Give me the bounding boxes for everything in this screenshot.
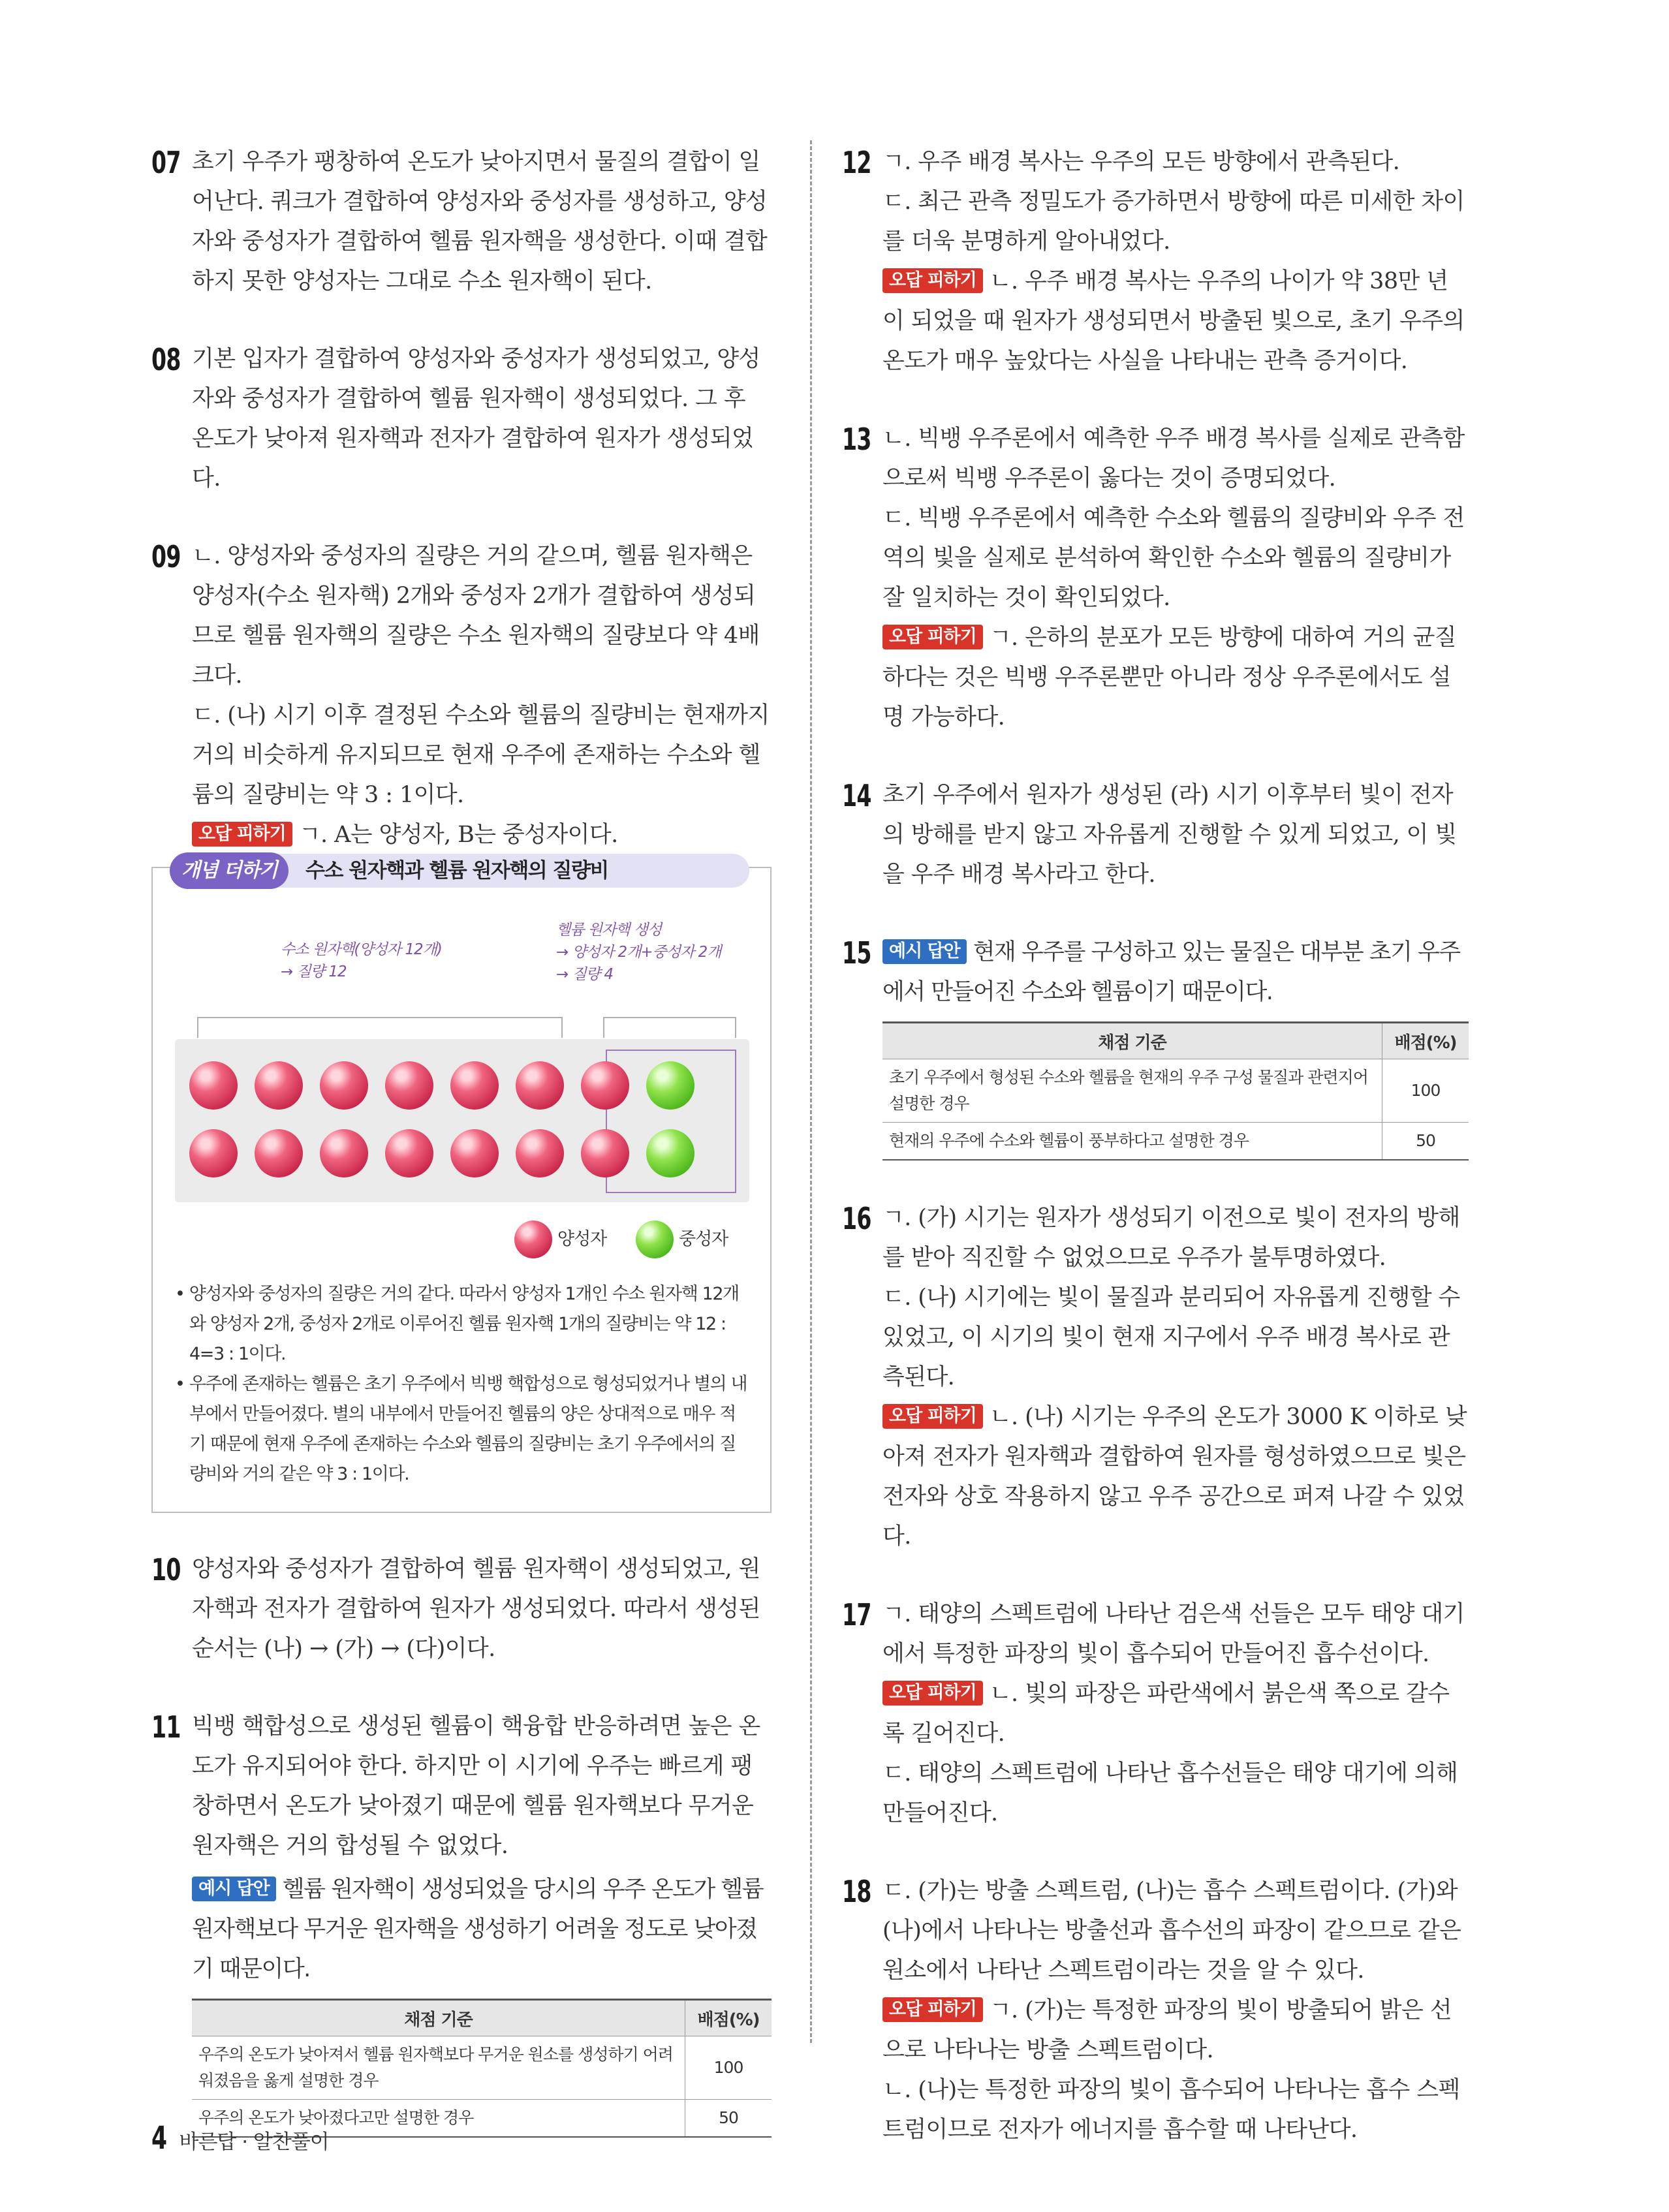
proton-legend-icon (514, 1221, 552, 1258)
helium-note-line: 헬륨 원자핵 생성 (556, 922, 662, 939)
hydrogen-note-line: 수소 원자핵(양성자 12개) (281, 941, 442, 958)
sample-answer (882, 933, 1469, 1012)
proton-ball (450, 1129, 499, 1177)
table-header-row (192, 2000, 772, 2036)
table-row (882, 1059, 1469, 1123)
table-header: 배점(%) (1382, 1023, 1469, 1059)
question-number: 08 (151, 342, 181, 377)
table-cell: 100 (1382, 1059, 1469, 1123)
table-cell: 초기 우주에서 형성된 수소와 헬륨을 현재의 우주 구성 물질과 관련지어 설명한 경우 (882, 1059, 1382, 1123)
proton-ball (516, 1129, 564, 1177)
page-footer (151, 2120, 329, 2157)
question-09 (151, 537, 772, 855)
answer-text: ㄷ. (나) 시기에는 빛이 물질과 분리되어 자유롭게 진행할 수 있었고, 이 시기의 빛이 현재 지구에서 우주 배경 복사로 관측된다. (882, 1285, 1460, 1390)
table-header: 배점(%) (685, 2000, 772, 2036)
answer-text: 빅뱅 핵합성으로 생성된 헬륨이 핵융합 반응하려면 높은 온도가 유지되어야 한다. 하지만 이 시기에 우주는 빠르게 팽창하면서 온도가 낮아졌기 때문에 헬륨 원자핵보다 무거운 원자핵은 거의 합성될 수 없었다. (192, 1713, 760, 1859)
question-number: 18 (842, 1874, 871, 1909)
wrong-answer-tag: 오답 피하기 (882, 1681, 983, 1706)
answer-text: ㄴ. 양성자와 중성자의 질량은 거의 같으며, 헬륨 원자핵은 양성자(수소 원자핵) 2개와 중성자 2개가 결합하여 생성되므로 헬륨 원자핵의 질량은 수소 원자핵의 질량보다 약 4배 크다. (192, 543, 760, 689)
question-11 (151, 1707, 772, 2138)
concept-header (175, 854, 749, 888)
answer-text: 기본 입자가 결합하여 양성자와 중성자가 생성되었고, 양성자와 중성자가 결합하여 헬륨 원자핵이 생성되었다. 그 후 온도가 낮아져 원자핵과 전자가 결합하여 원자가 생성되었다. (192, 346, 760, 491)
footer-title: 바른답 · 알찬풀이 (179, 2130, 329, 2154)
table-row (192, 2036, 772, 2100)
proton-ball (189, 1129, 238, 1177)
question-number: 16 (842, 1201, 871, 1236)
proton-ball (255, 1129, 303, 1177)
wrong-answer-text: ㄱ. A는 양성자, B는 중성자이다. (298, 822, 618, 848)
page-number: 4 (151, 2120, 168, 2157)
wrong-answer-tag: 오답 피하기 (882, 625, 983, 649)
wrong-answer-tag: 오답 피하기 (882, 1404, 983, 1429)
question-number: 11 (151, 1709, 181, 1745)
wrong-answer-tag: 오답 피하기 (882, 268, 983, 293)
answer-text: ㄱ. 우주 배경 복사는 우주의 모든 방향에서 관측된다. (882, 149, 1400, 175)
question-07 (151, 142, 772, 302)
helium-note-line: → 양성자 2개+중성자 2개 (556, 944, 721, 961)
answer-text: 초기 우주가 팽창하여 온도가 낮아지면서 물질의 결합이 일어난다. 쿼크가 결합하여 양성자와 중성자를 생성하고, 양성자와 중성자가 결합하여 헬륨 원자핵을 생성한다. 이때 결합하지 못한 양성자는 그대로 수소 원자핵이 된다. (192, 149, 768, 294)
question-10 (151, 1550, 772, 1669)
table-cell: 현재의 우주에 수소와 헬륨이 풍부하다고 설명한 경우 (882, 1123, 1382, 1161)
table-cell: 우주의 온도가 낮아졌다고만 설명한 경우 (192, 2100, 685, 2138)
grading-table (192, 1999, 772, 2138)
neutron-ball (646, 1129, 694, 1177)
right-column (842, 142, 1469, 2188)
wrong-answer-tag: 오답 피하기 (192, 822, 292, 847)
wrong-answer-text: ㄴ. 우주 배경 복사는 우주의 나이가 약 38만 년이 되었을 때 원자가 생성되면서 방출된 빛으로, 초기 우주의 온도가 매우 높았다는 사실을 나타내는 관측 증거이다. (882, 268, 1465, 374)
neutron-legend-icon (636, 1221, 674, 1258)
proton-ball (385, 1129, 433, 1177)
answer-text: ㄷ. (가)는 방출 스펙트럼, (나)는 흡수 스펙트럼이다. (가)와 (나)에서 나타나는 방출선과 흡수선의 파장이 같으므로 같은 원소에서 나타난 스펙트럼이라는 것을 알 수 있다. (882, 1878, 1461, 1984)
hydrogen-bracket (197, 1017, 563, 1038)
table-cell: 100 (685, 2036, 772, 2100)
neutron-legend-label: 중성자 (679, 1229, 728, 1249)
left-column (151, 142, 772, 2175)
concept-title: 수소 원자핵과 헬륨 원자핵의 질량비 (305, 859, 608, 882)
proton-ball (320, 1129, 368, 1177)
concept-bullet: • 양성자와 중성자의 질량은 거의 같다. 따라서 양성자 1개인 수소 원자핵 12개와 양성자 2개, 중성자 2개로 이루어진 헬륨 원자핵 1개의 질량비는 약 12 : 4=3 : 1이다. (175, 1284, 739, 1364)
table-cell: 50 (1382, 1123, 1469, 1161)
hydrogen-note-line: → 질량 12 (281, 963, 347, 980)
answer-text: ㄷ. 최근 관측 정밀도가 증가하면서 방향에 따른 미세한 차이를 더욱 분명하게 알아내었다. (882, 189, 1465, 255)
question-12 (842, 142, 1469, 381)
proton-ball (581, 1129, 629, 1177)
wrong-answer-note (882, 1991, 1469, 2070)
concept-bullet: • 우주에 존재하는 헬륨은 초기 우주에서 빅뱅 핵합성으로 형성되었거나 별의 내부에서 만들어졌다. 별의 내부에서 만들어진 헬륨의 양은 상대적으로 매우 적기 때문에 현재 우주에 존재하는 수소와 헬륨의 질량비는 초기 우주에서의 질량비와 거의 같은 약 3 : 1이다. (175, 1374, 747, 1484)
helium-bracket (603, 1017, 736, 1038)
proton-ball (255, 1061, 303, 1110)
answer-text: ㄴ. (나)는 특정한 파장의 빛이 흡수되어 나타나는 흡수 스펙트럼이므로 전자가 에너지를 흡수할 때 나타난다. (882, 2077, 1460, 2143)
answer-text: ㄱ. 태양의 스펙트럼에 나타난 검은색 선들은 모두 태양 대기에서 특정한 파장의 빛이 흡수되어 만들어진 흡수선이다. (882, 1601, 1465, 1667)
question-16 (842, 1198, 1469, 1557)
hydrogen-note (281, 939, 442, 983)
question-number: 10 (151, 1552, 181, 1587)
answer-text: ㄴ. 빅뱅 우주론에서 예측한 우주 배경 복사를 실제로 관측함으로써 빅뱅 우주론이 옳다는 것이 증명되었다. (882, 426, 1465, 491)
table-header-row (882, 1023, 1469, 1059)
sample-answer-tag: 예시 답안 (882, 939, 967, 964)
wrong-answer-note (192, 815, 772, 855)
question-13 (842, 419, 1469, 738)
proton-ball (516, 1061, 564, 1110)
table-row (882, 1123, 1469, 1161)
sample-answer-text: 헬륨 원자핵이 생성되었을 당시의 우주 온도가 헬륨 원자핵보다 무거운 원자핵을 생성하기 어려울 정도로 낮아졌기 때문이다. (192, 1877, 763, 1982)
question-number: 13 (842, 422, 871, 457)
question-number: 14 (842, 778, 871, 813)
question-17 (842, 1595, 1469, 1833)
question-number: 07 (151, 145, 181, 180)
sample-answer-tag: 예시 답안 (192, 1877, 276, 1901)
question-15 (842, 933, 1469, 1161)
wrong-answer-text: ㄴ. (나) 시기는 우주의 온도가 3000 K 이하로 낮아져 전자가 원자핵과 결합하여 원자를 형성하였으므로 빛은 전자와 상호 작용하지 않고 우주 공간으로 퍼져 나갈 수 있었다. (882, 1404, 1467, 1550)
wrong-answer-note (882, 1397, 1469, 1557)
answer-text: 양성자와 중성자가 결합하여 헬륨 원자핵이 생성되었고, 원자핵과 전자가 결합하여 원자가 생성되었다. 따라서 생성된 순서는 (나) → (가) → (다)이다. (192, 1556, 760, 1662)
question-number: 15 (842, 935, 871, 971)
wrong-answer-tag: 오답 피하기 (882, 1997, 983, 2022)
proton-ball (320, 1061, 368, 1110)
question-number: 09 (151, 539, 181, 574)
answer-text: ㄱ. (가) 시기는 원자가 생성되기 이전으로 빛이 전자의 방해를 받아 직진할 수 없었으므로 우주가 불투명하였다. (882, 1205, 1460, 1271)
wrong-answer-note (882, 1674, 1469, 1754)
neutron-ball (646, 1061, 694, 1110)
answer-text: ㄷ. 빅뱅 우주론에서 예측한 수소와 헬륨의 질량비와 우주 전역의 빛을 실제로 분석하여 확인한 수소와 헬륨의 질량비가 잘 일치하는 것이 확인되었다. (882, 505, 1465, 611)
wrong-answer-text: ㄱ. 은하의 분포가 모든 방향에 대하여 거의 균질하다는 것은 빅뱅 우주론뿐만 아니라 정상 우주론에서도 설명 가능하다. (882, 625, 1457, 730)
proton-ball (450, 1061, 499, 1110)
concept-bullets (175, 1279, 749, 1489)
table-cell: 우주의 온도가 낮아져서 헬륨 원자핵보다 무거운 원소를 생성하기 어려워졌음을 옳게 설명한 경우 (192, 2036, 685, 2100)
wrong-answer-note (882, 262, 1469, 381)
sample-answer-text: 현재 우주를 구성하고 있는 물질은 대부분 초기 우주에서 만들어진 수소와 헬륨이기 때문이다. (882, 939, 1460, 1005)
question-08 (151, 339, 772, 499)
sample-answer (192, 1870, 772, 1989)
proton-legend-label: 양성자 (557, 1229, 607, 1249)
helium-note-line: → 질량 4 (556, 966, 613, 983)
table-header: 채점 기준 (882, 1023, 1382, 1059)
helium-note (556, 919, 721, 986)
answer-text: ㄷ. (나) 시기 이후 결정된 수소와 헬륨의 질량비는 현재까지 거의 비슷하게 유지되므로 현재 우주에 존재하는 수소와 헬륨의 질량비는 약 3 : 1이다. (192, 702, 770, 808)
column-divider (810, 140, 812, 2043)
question-14 (842, 775, 1469, 895)
proton-ball (385, 1061, 433, 1110)
answer-text: 초기 우주에서 원자가 생성된 (라) 시기 이후부터 빛이 전자의 방해를 받지 않고 자유롭게 진행할 수 있게 되었고, 이 빛을 우주 배경 복사라고 한다. (882, 782, 1457, 888)
grading-table (882, 1021, 1469, 1161)
question-number: 17 (842, 1597, 871, 1632)
table-header: 채점 기준 (192, 2000, 685, 2036)
wrong-answer-note (882, 618, 1469, 738)
wrong-answer-text: ㄴ. 빛의 파장은 파란색에서 붉은색 쪽으로 갈수록 길어진다. (882, 1681, 1450, 1747)
proton-ball (189, 1061, 238, 1110)
concept-tag: 개념 더하기 (170, 852, 289, 889)
wrong-answer-text: ㄱ. (가)는 특정한 파장의 빛이 방출되어 밝은 선으로 나타나는 방출 스펙트럼이다. (882, 1997, 1452, 2063)
proton-ball (581, 1061, 629, 1110)
concept-box (151, 859, 772, 1513)
answer-text: ㄷ. 태양의 스펙트럼에 나타난 흡수선들은 태양 대기에 의해 만들어진다. (882, 1760, 1458, 1826)
question-18 (842, 1871, 1469, 2150)
question-number: 12 (842, 145, 871, 180)
table-cell: 50 (685, 2100, 772, 2138)
